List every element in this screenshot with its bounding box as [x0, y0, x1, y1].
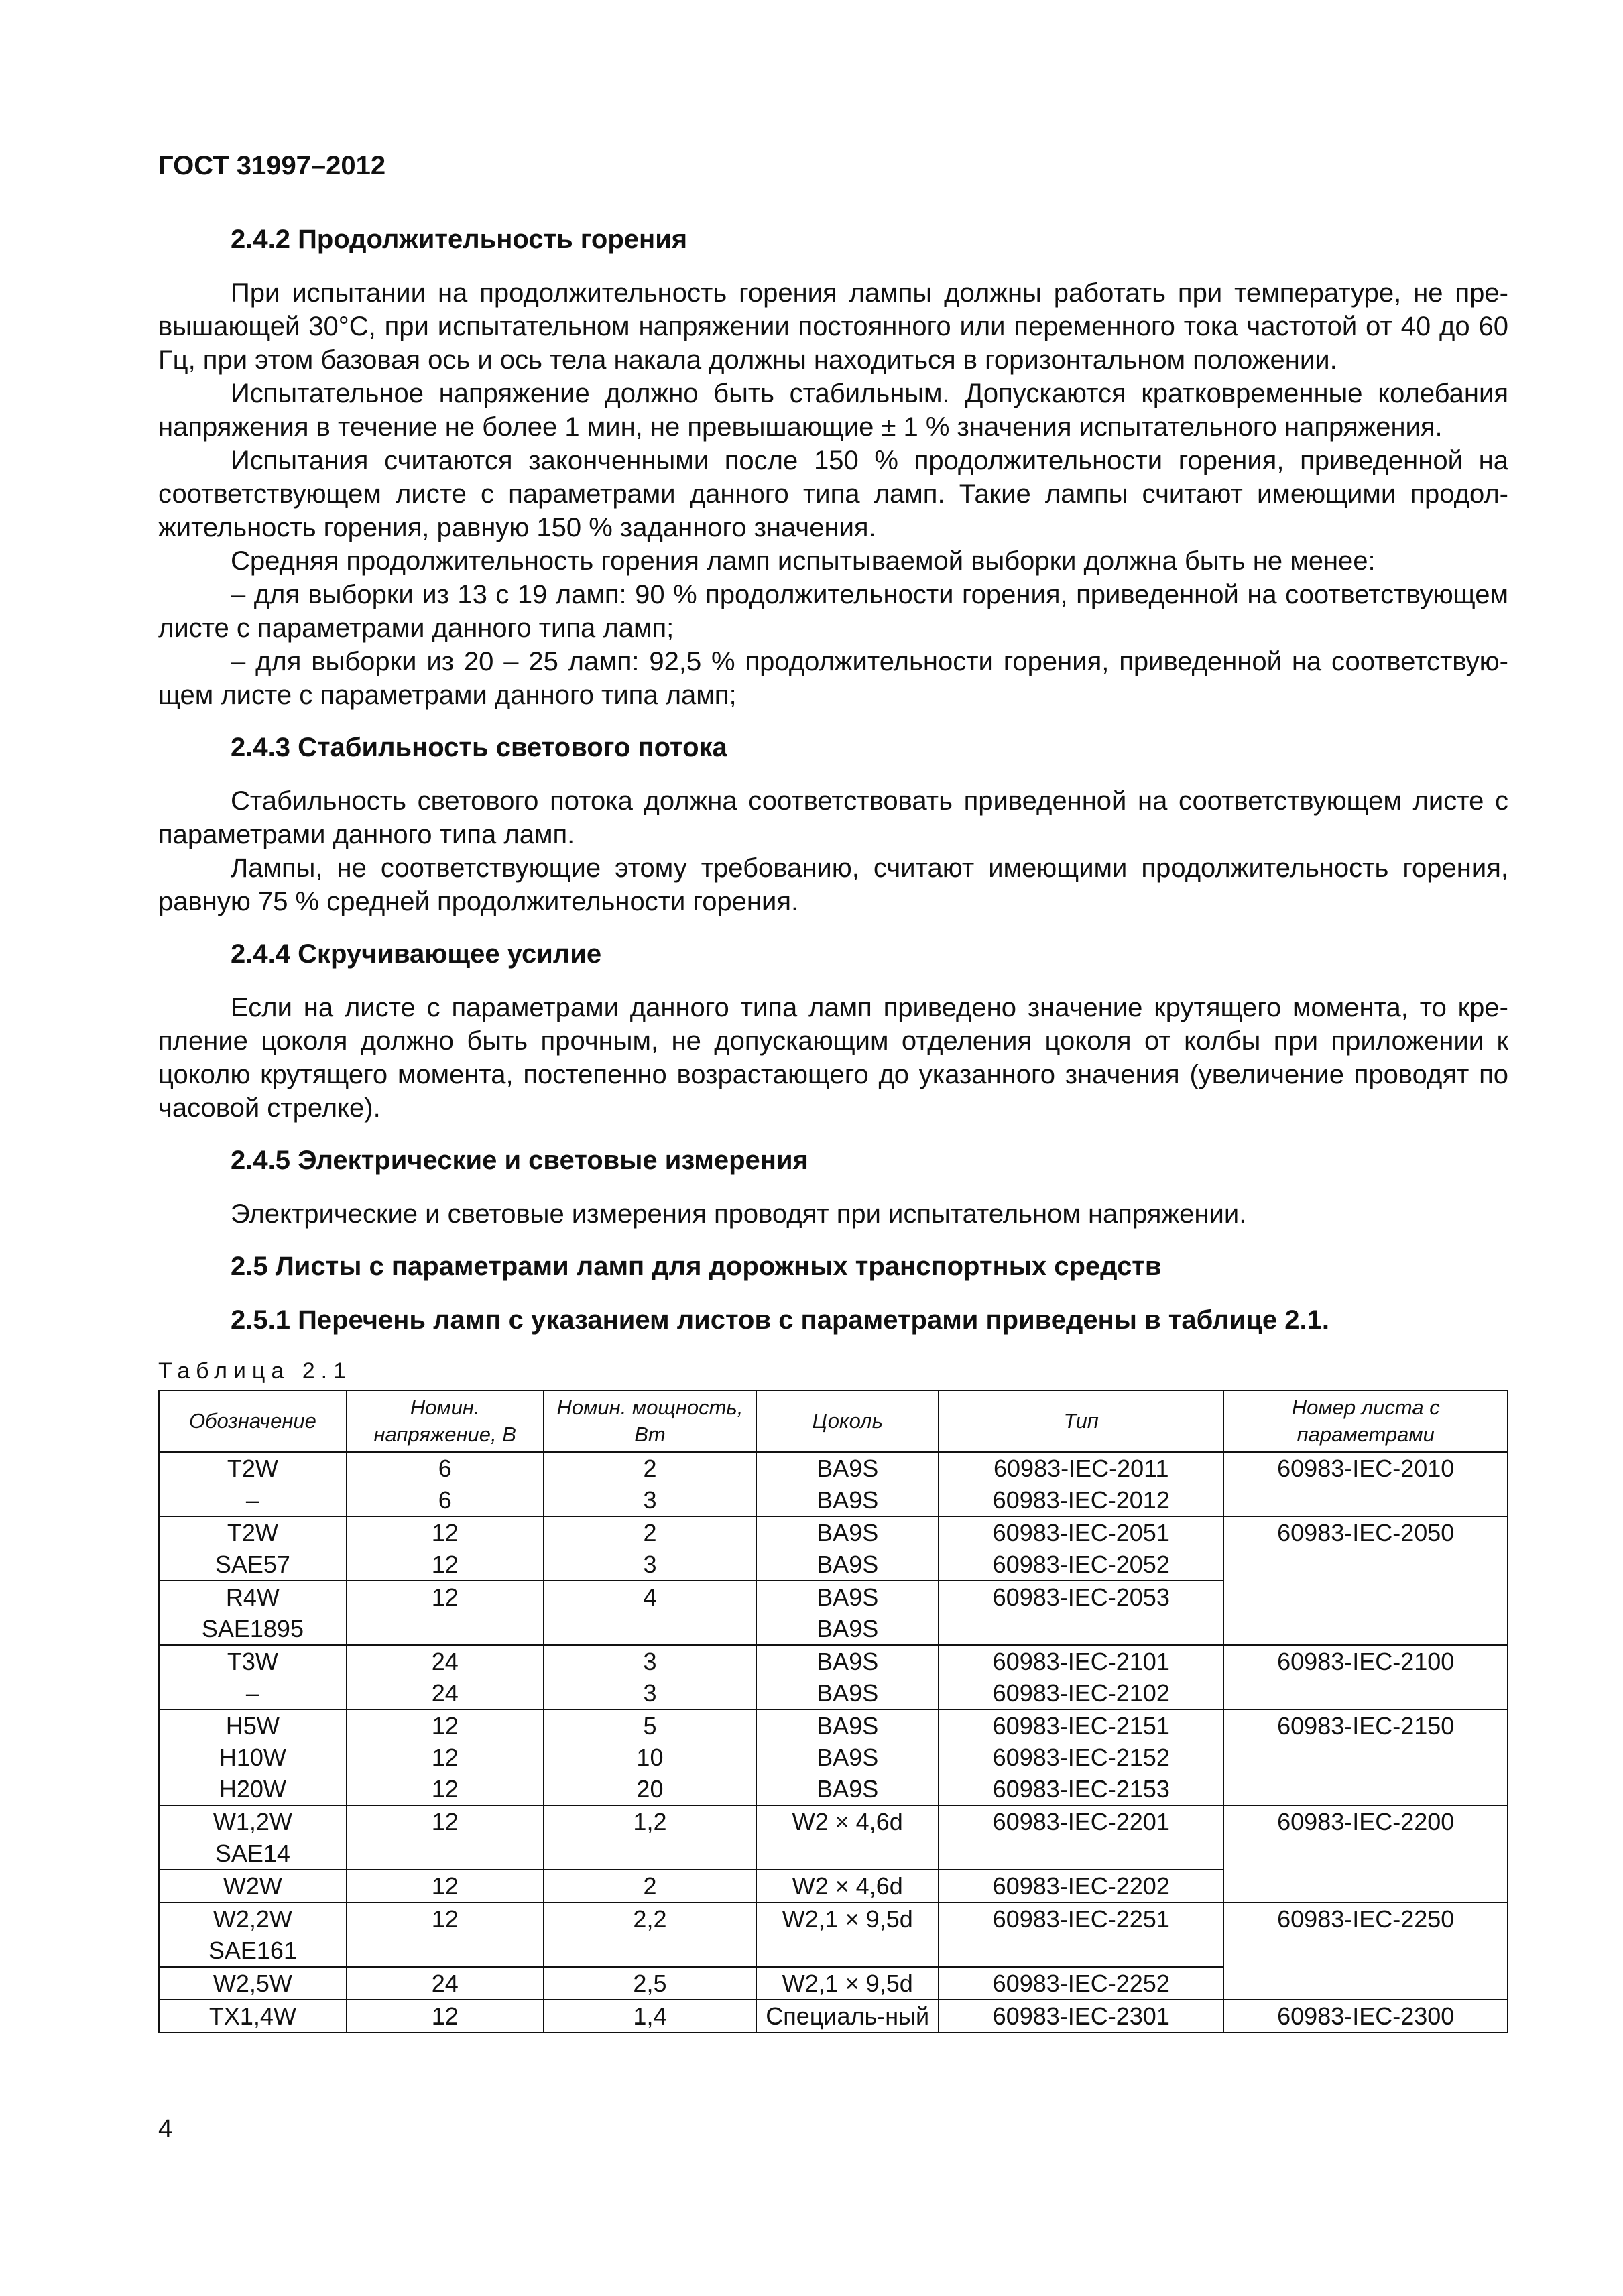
paragraph: Испытания считаются законченными после 150 % продолжительности горения, приведенной на соответствующем листе с параметрами данного типа ламп. Такие лампы считают имеющими продолжительность горения, равную 150 % заданного значения.: [158, 446, 1508, 542]
cell-line: 10: [636, 1744, 664, 1771]
cell-line: 60983-IEC-2202: [992, 1872, 1170, 1900]
section-heading: 2.4.5 Электрические и световые измерения: [231, 1146, 808, 1175]
cell-line: 60983-IEC-2012: [992, 1486, 1170, 1514]
cell-cap: [756, 1805, 939, 1870]
cell-voltage: [347, 2000, 544, 2033]
cell-line: 60983-IEC-2301: [992, 2002, 1170, 2030]
cell-line: BA9S: [817, 1648, 879, 1675]
cell-line: 2: [643, 1519, 657, 1547]
header-cap: Цоколь: [756, 1390, 939, 1452]
cell-designation: [159, 1805, 347, 1870]
cell-line: 2: [643, 1455, 657, 1482]
cell-line: BA9S: [817, 1712, 879, 1740]
cell-type: [939, 1709, 1223, 1805]
table-row: [159, 1709, 1508, 1805]
cell-power: [544, 1516, 757, 1581]
cell-line: BA9S: [817, 1615, 879, 1642]
cell-line: 2,2: [633, 1905, 667, 1933]
cell-line: 24: [431, 1970, 459, 1997]
cell-line: H20W: [219, 1775, 286, 1803]
cell-sheet-number: [1223, 2000, 1508, 2033]
cell-line: T3W: [227, 1648, 278, 1675]
cell-type: [939, 1645, 1223, 1709]
cell-power: [544, 1967, 757, 2000]
cell-line: BA9S: [817, 1744, 879, 1771]
cell-voltage: [347, 1709, 544, 1805]
cell-line: BA9S: [817, 1455, 879, 1482]
cell-line: W2 × 4,6d: [792, 1872, 903, 1900]
cell-line: T2W: [227, 1455, 278, 1482]
section: [158, 1144, 1508, 1231]
cell-line: 12: [431, 1583, 459, 1611]
section-heading: 2.4.3 Стабильность светового потока: [231, 733, 727, 762]
sections-container: [158, 223, 1508, 1231]
table-body: [159, 1452, 1508, 2033]
cell-power: [544, 1902, 757, 1967]
cell-line: 1,2: [633, 1808, 667, 1835]
cell-line: 60983-IEC-2201: [992, 1808, 1170, 1835]
lamps-table: [158, 1390, 1508, 2033]
cell-line: BA9S: [817, 1519, 879, 1547]
cell-line: –: [245, 1679, 259, 1707]
cell-designation: [159, 1902, 347, 1967]
cell-line: T2W: [227, 1519, 278, 1547]
cell-line: 60983-IEC-2101: [992, 1648, 1170, 1675]
cell-line: 24: [431, 1679, 459, 1707]
cell-line: SAE1895: [201, 1615, 304, 1642]
cell-line: 60983-IEC-2200: [1277, 1808, 1455, 1835]
cell-voltage: [347, 1516, 544, 1581]
paragraph: Если на листе с параметрами данного типа ламп приведено значение крутящего момента, то крепление цоколя должно быть прочным, не допускающим отделения цоколя от колбы при приложении к цоколю крутящего момента, постепенно возрастающего до указанного значения (увеличение проводят по часовой стрелке).: [158, 993, 1508, 1123]
header-type: Тип: [939, 1390, 1223, 1452]
cell-designation: [159, 1645, 347, 1709]
cell-voltage: [347, 1902, 544, 1967]
cell-line: 3: [643, 1551, 657, 1578]
paragraph: Средняя продолжительность горения ламп испытываемой выборки должна быть не менее:: [231, 546, 1376, 576]
cell-line: 60983-IEC-2011: [994, 1455, 1169, 1482]
cell-line: SAE14: [215, 1839, 290, 1867]
section-heading: 2.4.4 Скручивающее усилие: [231, 939, 602, 969]
cell-cap: [756, 1870, 939, 1902]
cell-line: 6: [438, 1486, 452, 1514]
section-heading: 2.4.2 Продолжительность горения: [231, 225, 688, 254]
cell-power: [544, 1709, 757, 1805]
page-number: 4: [158, 2115, 173, 2143]
cell-line: 60983-IEC-2010: [1277, 1455, 1455, 1482]
table-row: [159, 1902, 1508, 1967]
cell-line: W2,2W: [213, 1905, 292, 1933]
cell-sheet-number: [1223, 1902, 1508, 2000]
paragraph: Электрические и световые измерения проводят при испытательном напряжении.: [231, 1199, 1247, 1229]
paragraph: При испытании на продолжительность горения лампы должны работать при температуре, не превышающей 30°С, при испытательном напряжении постоянного или переменного тока частотой от 40 до 60 Гц, при этом базовая ось и ось тела накала должны находиться в горизонтальном положении.: [158, 278, 1508, 375]
cell-voltage: [347, 1645, 544, 1709]
cell-line: H5W: [225, 1712, 280, 1740]
cell-cap: [756, 2000, 939, 2033]
cell-line: TX1,4W: [208, 2002, 296, 2030]
cell-line: SAE57: [215, 1551, 290, 1578]
cell-line: BA9S: [817, 1486, 879, 1514]
cell-cap: [756, 1516, 939, 1581]
cell-power: [544, 1452, 757, 1516]
cell-line: BA9S: [817, 1775, 879, 1803]
cell-power: [544, 1581, 757, 1645]
cell-line: 3: [643, 1648, 657, 1675]
cell-voltage: [347, 1870, 544, 1902]
cell-cap: [756, 1967, 939, 2000]
cell-power: [544, 2000, 757, 2033]
table-caption: Таблица 2.1: [158, 1358, 353, 1384]
cell-type: [939, 1452, 1223, 1516]
cell-cap: [756, 1581, 939, 1645]
section: [158, 223, 1508, 712]
cell-designation: [159, 1870, 347, 1902]
cell-voltage: [347, 1581, 544, 1645]
section-heading-2-5: 2.5 Листы с параметрами ламп для дорожных транспортных средств: [231, 1252, 1162, 1281]
header-designation: Обозначение: [159, 1390, 347, 1452]
cell-line: 60983-IEC-2051: [992, 1519, 1170, 1547]
cell-type: [939, 1902, 1223, 1967]
cell-line: 60983-IEC-2053: [992, 1583, 1170, 1611]
cell-sheet-number: [1223, 1709, 1508, 1805]
cell-voltage: [347, 1452, 544, 1516]
table-row: [159, 2000, 1508, 2033]
section: [158, 937, 1508, 1125]
table-row: [159, 1516, 1508, 1581]
cell-line: 2,5: [633, 1970, 667, 1997]
paragraph: Стабильность светового потока должна соответствовать приведенной на соответствующем листе с параметрами данного типа ламп.: [158, 786, 1508, 849]
cell-cap: [756, 1902, 939, 1967]
cell-designation: [159, 1581, 347, 1645]
cell-line: 60983-IEC-2250: [1277, 1905, 1455, 1933]
cell-line: 60983-IEC-2052: [992, 1551, 1170, 1578]
cell-line: 60983-IEC-2251: [992, 1905, 1170, 1933]
cell-line: 12: [431, 1712, 459, 1740]
table-row: [159, 1452, 1508, 1516]
section: [158, 731, 1508, 918]
cell-line: 60983-IEC-2050: [1277, 1519, 1455, 1547]
cell-line: 12: [431, 1775, 459, 1803]
cell-line: 24: [431, 1648, 459, 1675]
cell-line: W2,1 × 9,5d: [782, 1905, 913, 1933]
cell-designation: [159, 1452, 347, 1516]
paragraph: Лампы, не соответствующие этому требованию, считают имеющими продолжительность горения, равную 75 % средней продолжительности горения.: [158, 853, 1508, 916]
cell-designation: [159, 1709, 347, 1805]
document-header: ГОСТ 31997–2012: [158, 151, 386, 180]
cell-line: W2,5W: [213, 1970, 292, 1997]
cell-voltage: [347, 1805, 544, 1870]
cell-line: –: [245, 1486, 259, 1514]
cell-line: 60983-IEC-2252: [992, 1970, 1170, 1997]
document-page: [158, 149, 1508, 2033]
cell-power: [544, 1870, 757, 1902]
header-sheet-number: Номер листа с параметрами: [1223, 1390, 1508, 1452]
cell-line: BA9S: [817, 1551, 879, 1578]
cell-type: [939, 1967, 1223, 2000]
cell-voltage: [347, 1967, 544, 2000]
cell-line: 60983-IEC-2151: [992, 1712, 1170, 1740]
cell-line: H10W: [219, 1744, 286, 1771]
cell-type: [939, 1581, 1223, 1645]
cell-line: Специаль-ный: [766, 2002, 930, 2030]
cell-line: 60983-IEC-2100: [1277, 1648, 1455, 1675]
cell-line: 60983-IEC-2102: [992, 1679, 1170, 1707]
cell-cap: [756, 1709, 939, 1805]
cell-line: 60983-IEC-2153: [992, 1775, 1170, 1803]
cell-line: 2: [643, 1872, 657, 1900]
cell-sheet-number: [1223, 1452, 1508, 1516]
cell-type: [939, 1870, 1223, 1902]
cell-designation: [159, 2000, 347, 2033]
cell-line: 12: [431, 1808, 459, 1835]
cell-line: SAE161: [208, 1937, 297, 1964]
cell-type: [939, 2000, 1223, 2033]
cell-line: 6: [438, 1455, 452, 1482]
cell-line: BA9S: [817, 1679, 879, 1707]
cell-line: 60983-IEC-2152: [992, 1744, 1170, 1771]
cell-designation: [159, 1516, 347, 1581]
cell-line: 12: [431, 1905, 459, 1933]
table-header-row: [159, 1390, 1508, 1452]
cell-sheet-number: [1223, 1645, 1508, 1709]
cell-sheet-number: [1223, 1516, 1508, 1645]
cell-line: R4W: [225, 1583, 280, 1611]
cell-line: 3: [643, 1679, 657, 1707]
cell-designation: [159, 1967, 347, 2000]
cell-line: 1,4: [633, 2002, 667, 2030]
cell-line: W2,1 × 9,5d: [782, 1970, 913, 1997]
header-power: Номин. мощность, Вт: [544, 1390, 757, 1452]
cell-line: 5: [643, 1712, 657, 1740]
cell-line: 12: [431, 1744, 459, 1771]
cell-line: 12: [431, 1519, 459, 1547]
cell-line: 4: [643, 1583, 657, 1611]
cell-line: W2 × 4,6d: [792, 1808, 903, 1835]
cell-line: 20: [636, 1775, 664, 1803]
table-row: [159, 1645, 1508, 1709]
cell-line: 12: [431, 1872, 459, 1900]
section-heading-2-5-1: 2.5.1 Перечень ламп с указанием листов с параметрами приведены в таблице 2.1.: [231, 1305, 1329, 1335]
cell-line: W1,2W: [213, 1808, 292, 1835]
table-row: [159, 1805, 1508, 1870]
cell-line: 12: [431, 1551, 459, 1578]
cell-sheet-number: [1223, 1805, 1508, 1902]
cell-cap: [756, 1452, 939, 1516]
cell-power: [544, 1645, 757, 1709]
cell-cap: [756, 1645, 939, 1709]
header-voltage: Номин. напряжение, В: [347, 1390, 544, 1452]
cell-line: 60983-IEC-2300: [1277, 2002, 1455, 2030]
cell-line: 12: [431, 2002, 459, 2030]
paragraph: – для выборки из 13 с 19 ламп: 90 % продолжительности горения, приведенной на соответствующем листе с параметрами данного типа ламп;: [158, 580, 1508, 643]
cell-power: [544, 1805, 757, 1870]
paragraph: Испытательное напряжение должно быть стабильным. Допускаются кратковременные колебания напряжения в течение не более 1 мин, не превышающие ± 1 % значения испытательного напряжения.: [158, 379, 1508, 442]
paragraph: – для выборки из 20 – 25 ламп: 92,5 % продолжительности горения, приведенной на соответствующем листе с параметрами данного типа ламп;: [158, 647, 1508, 710]
cell-line: 60983-IEC-2150: [1277, 1712, 1455, 1740]
cell-type: [939, 1805, 1223, 1870]
cell-line: BA9S: [817, 1583, 879, 1611]
cell-line: W2W: [223, 1872, 282, 1900]
cell-line: 3: [643, 1486, 657, 1514]
cell-type: [939, 1516, 1223, 1581]
